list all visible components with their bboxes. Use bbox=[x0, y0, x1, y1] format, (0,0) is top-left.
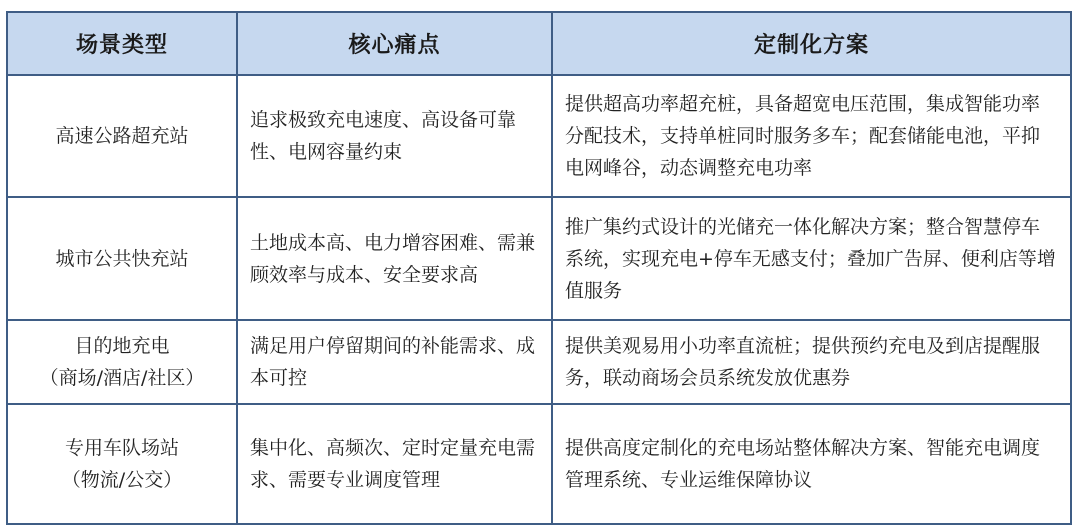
scene-subtitle: （物流/公交） bbox=[61, 469, 183, 491]
scenario-table-container bbox=[6, 11, 1070, 525]
pain-cell: 追求极致充电速度、高设备可靠性、电网容量约束 bbox=[237, 75, 552, 197]
scene-subtitle: （商场/酒店/社区） bbox=[39, 367, 205, 389]
scenario-table bbox=[6, 11, 1072, 525]
pain-cell: 土地成本高、电力增容困难、需兼顾效率与成本、安全要求高 bbox=[237, 197, 552, 320]
table-row bbox=[7, 404, 1071, 524]
header-core-pain-points: 核心痛点 bbox=[237, 12, 552, 75]
solution-cell: 提供超高功率超充桩，具备超宽电压范围，集成智能功率分配技术，支持单桩同时服务多车；配套储能电池，平抑电网峰谷，动态调整充电功率 bbox=[552, 75, 1071, 197]
solution-cell: 提供美观易用小功率直流桩；提供预约充电及到店提醒服务，联动商场会员系统发放优惠券 bbox=[552, 320, 1071, 404]
table-row bbox=[7, 320, 1071, 404]
scene-cell bbox=[7, 320, 237, 404]
table-row bbox=[7, 75, 1071, 197]
header-custom-solution: 定制化方案 bbox=[552, 12, 1071, 75]
scene-name: 城市公共快充站 bbox=[55, 247, 189, 270]
scene-name: 目的地充电 bbox=[74, 335, 170, 357]
solution-cell: 提供高度定制化的充电场站整体解决方案、智能充电调度管理系统、专业运维保障协议 bbox=[552, 404, 1071, 524]
scene-cell bbox=[7, 75, 237, 197]
table-header-row bbox=[7, 12, 1071, 75]
scene-cell bbox=[7, 197, 237, 320]
solution-cell: 推广集约式设计的光储充一体化解决方案；整合智慧停车系统，实现充电+停车无感支付；叠加广告屏、便利店等增值服务 bbox=[552, 197, 1071, 320]
table-row bbox=[7, 197, 1071, 320]
header-scene-type: 场景类型 bbox=[7, 12, 237, 75]
scene-name: 专用车队场站 bbox=[64, 437, 179, 459]
pain-cell: 满足用户停留期间的补能需求、成本可控 bbox=[237, 320, 552, 404]
pain-cell: 集中化、高频次、定时定量充电需求、需要专业调度管理 bbox=[237, 404, 552, 524]
scene-cell bbox=[7, 404, 237, 524]
scene-name: 高速公路超充站 bbox=[55, 125, 189, 147]
